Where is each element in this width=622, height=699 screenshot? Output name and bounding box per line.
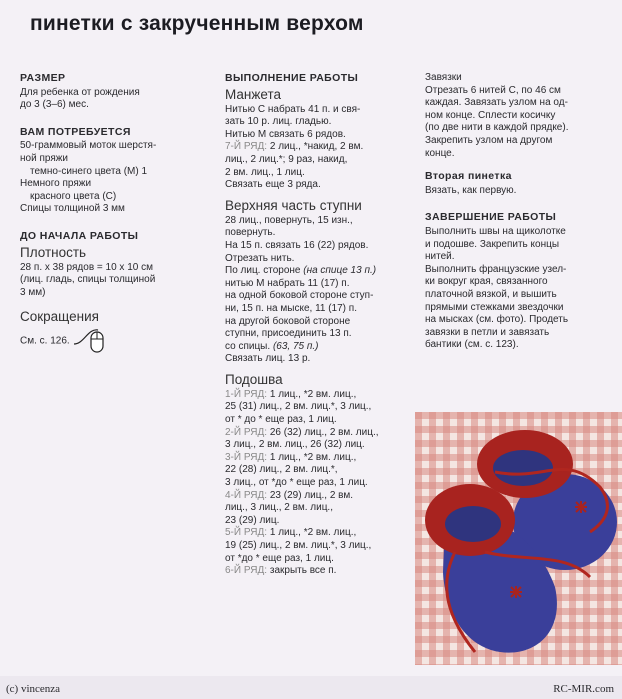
cuff-line: Нитью М связать 6 рядов. [225, 128, 346, 140]
mouse-icon [74, 326, 110, 356]
sole-line: 22 (28) лиц., 2 вм. лиц.*, [225, 464, 338, 476]
finishing-line: прямыми стежками звездочки [425, 301, 564, 313]
cuff-line: 2 вм. лиц., 1 лиц. [225, 166, 305, 178]
materials-line: Немного пряжи [20, 178, 92, 190]
materials-line: ной пряжи [20, 152, 69, 164]
upper-line: на другой боковой стороне [225, 315, 351, 327]
cuff-line: Нитью С набрать 41 п. и свя- [225, 103, 361, 115]
row-label: 7-Й РЯД: [225, 141, 268, 153]
finishing-line: бантики (см. с. 123). [425, 339, 519, 351]
upper-line: ни, 15 п. на мыске, 11 (17) п. [225, 302, 357, 314]
booties-illustration [415, 412, 622, 665]
finishing-line: завязки в петли и завязать [425, 326, 550, 338]
second-bootie-line: Вязать, как первую. [425, 184, 517, 196]
sole-row-2 [225, 427, 415, 440]
upper-line: 28 лиц., повернуть, 15 изн., [225, 214, 353, 226]
finishing-line: нитей. [425, 251, 455, 263]
upper-line: повернуть. [225, 227, 276, 239]
row-text: 1 лиц., *2 вм. лиц., [267, 451, 357, 463]
sole-row-6 [225, 565, 415, 578]
row-label: 3-Й РЯД: [225, 451, 268, 463]
abbreviations-line [20, 326, 215, 356]
ties-title: Завязки [425, 72, 462, 83]
row-text: 26 (32) лиц., 2 вм. лиц., [267, 426, 379, 438]
upper-line: на одной боковой стороне ступ- [225, 290, 374, 302]
sole-line: 19 (25) лиц., 2 вм. лиц.*, 3 лиц., [225, 540, 372, 551]
cuff-line: лиц., 2 лиц.*; 9 раз, накид, [225, 153, 348, 165]
row-label: 1-Й РЯД: [225, 388, 268, 400]
footer-site: RC-MIR.com [553, 683, 614, 695]
sole-row-5 [225, 527, 415, 540]
density-line: 3 мм) [20, 286, 46, 298]
row-text: 1 лиц., *2 вм. лиц., [267, 527, 357, 539]
finishing-line: платочной вязкой, и вышить [425, 288, 557, 300]
density-subheading: Плотность [20, 244, 87, 260]
ties-line: ном конце. Сплести косичку [425, 109, 556, 121]
cuff-row-7 [225, 141, 415, 154]
page-title: пинетки с закрученным верхом [30, 12, 364, 35]
materials-line: темно-синего цвета (М) 1 [30, 165, 148, 177]
sole-line: лиц., 3 лиц., 2 вм. лиц., [225, 502, 333, 514]
materials-line: 50-граммовый моток шерстя- [20, 140, 157, 152]
sole-line: 3 лиц., 2 вм. лиц., 26 (32) лиц. [225, 439, 365, 451]
materials-line: красного цвета (С) [30, 190, 117, 202]
row-text: 23 (29) лиц., 2 вм. [267, 489, 354, 501]
row-text: 1 лиц., *2 вм. лиц., [267, 388, 357, 400]
sole-line: 23 (29) лиц. [225, 514, 280, 526]
column-3 [425, 72, 610, 352]
ties-line: Закрепить узлом на другом [425, 134, 553, 146]
upper-text: По лиц. стороне [225, 265, 304, 277]
upper-line: нитью М набрать 11 (17) п. [225, 277, 350, 289]
ties-line: (по две нити в каждой прядке). [425, 122, 569, 134]
row-label: 2-Й РЯД: [225, 426, 268, 438]
ties-line: конце. [425, 147, 455, 159]
materials-line: Спицы толщиной 3 мм [20, 203, 125, 215]
size-line: до 3 (3–6) мес. [20, 99, 89, 111]
row-text: 2 лиц., *накид, 2 вм. [267, 141, 364, 153]
finishing-heading: ЗАВЕРШЕНИЕ РАБОТЫ [425, 211, 557, 224]
sole-subheading: Подошва [225, 371, 283, 387]
work-heading: ВЫПОЛНЕНИЕ РАБОТЫ [225, 72, 359, 84]
finishing-line: Выполнить швы на щиколотке [425, 225, 566, 237]
upper-line: ступни, присоединить 13 п. [225, 328, 352, 340]
sole-line: 25 (31) лиц., 2 вм. лиц.*, 3 лиц., [225, 401, 372, 413]
cuff-line: зать 10 р. лиц. гладью. [225, 116, 332, 128]
upper-line: На 15 п. связать 16 (22) рядов. [225, 239, 369, 251]
finishing-line: и подошве. Закрепить концы [425, 238, 560, 250]
upper-line: Отрезать нить. [225, 252, 295, 264]
sole-line: от *до * еще раз, 1 лиц. [225, 552, 334, 564]
abbreviations-ref: См. с. 126. [20, 335, 70, 347]
cuff-line: Связать еще 3 ряда. [225, 179, 321, 191]
density-line: (лиц. гладь, спицы толщиной [20, 274, 156, 286]
finishing-line: Выполнить французские узел- [425, 263, 567, 275]
sole-row-1 [225, 389, 415, 402]
upper-line: Связать лиц. 13 р. [225, 353, 311, 365]
column-2 [225, 72, 415, 578]
size-heading: РАЗМЕР [20, 72, 66, 84]
upper-italic: (63, 75 п.) [272, 340, 319, 352]
row-label: 5-Й РЯД: [225, 527, 268, 539]
size-line: Для ребенка от рождения [20, 86, 140, 98]
cuff-subheading: Манжета [225, 86, 281, 102]
row-text: закрыть все п. [267, 565, 337, 577]
ties-line: каждая. Завязать узлом на од- [425, 97, 568, 109]
ties-line: Отрезать 6 нитей С, по 46 см [425, 84, 561, 96]
second-bootie-heading: Вторая пинетка [425, 170, 512, 183]
materials-heading: ВАМ ПОТРЕБУЕТСЯ [20, 125, 131, 138]
booties-photo [415, 412, 622, 665]
upper-line [225, 265, 415, 278]
upper-foot-subheading: Верхняя часть ступни [225, 197, 362, 213]
upper-italic: (на спице 13 п.) [303, 265, 377, 277]
row-label: 6-Й РЯД: [225, 565, 268, 577]
abbreviations-subheading: Сокращения [20, 309, 99, 325]
finishing-line: на мысках (см. фото). Продеть [425, 314, 569, 326]
footer [0, 676, 622, 699]
sole-row-4 [225, 490, 415, 503]
finishing-line: ки вокруг края, связанного [425, 276, 548, 288]
column-1 [20, 72, 215, 356]
before-start-heading: ДО НАЧАЛА РАБОТЫ [20, 229, 139, 242]
sole-row-3 [225, 452, 415, 465]
upper-text: со спицы. [225, 340, 273, 352]
sole-line: от * до * еще раз, 1 лиц. [225, 414, 337, 426]
sole-line: 3 лиц., от *до * еще раз, 1 лиц. [225, 477, 368, 489]
upper-line [225, 341, 415, 354]
row-label: 4-Й РЯД: [225, 489, 268, 501]
density-line: 28 п. x 38 рядов = 10 x 10 см [20, 261, 153, 273]
footer-credit: (c) vincenza [6, 683, 61, 695]
